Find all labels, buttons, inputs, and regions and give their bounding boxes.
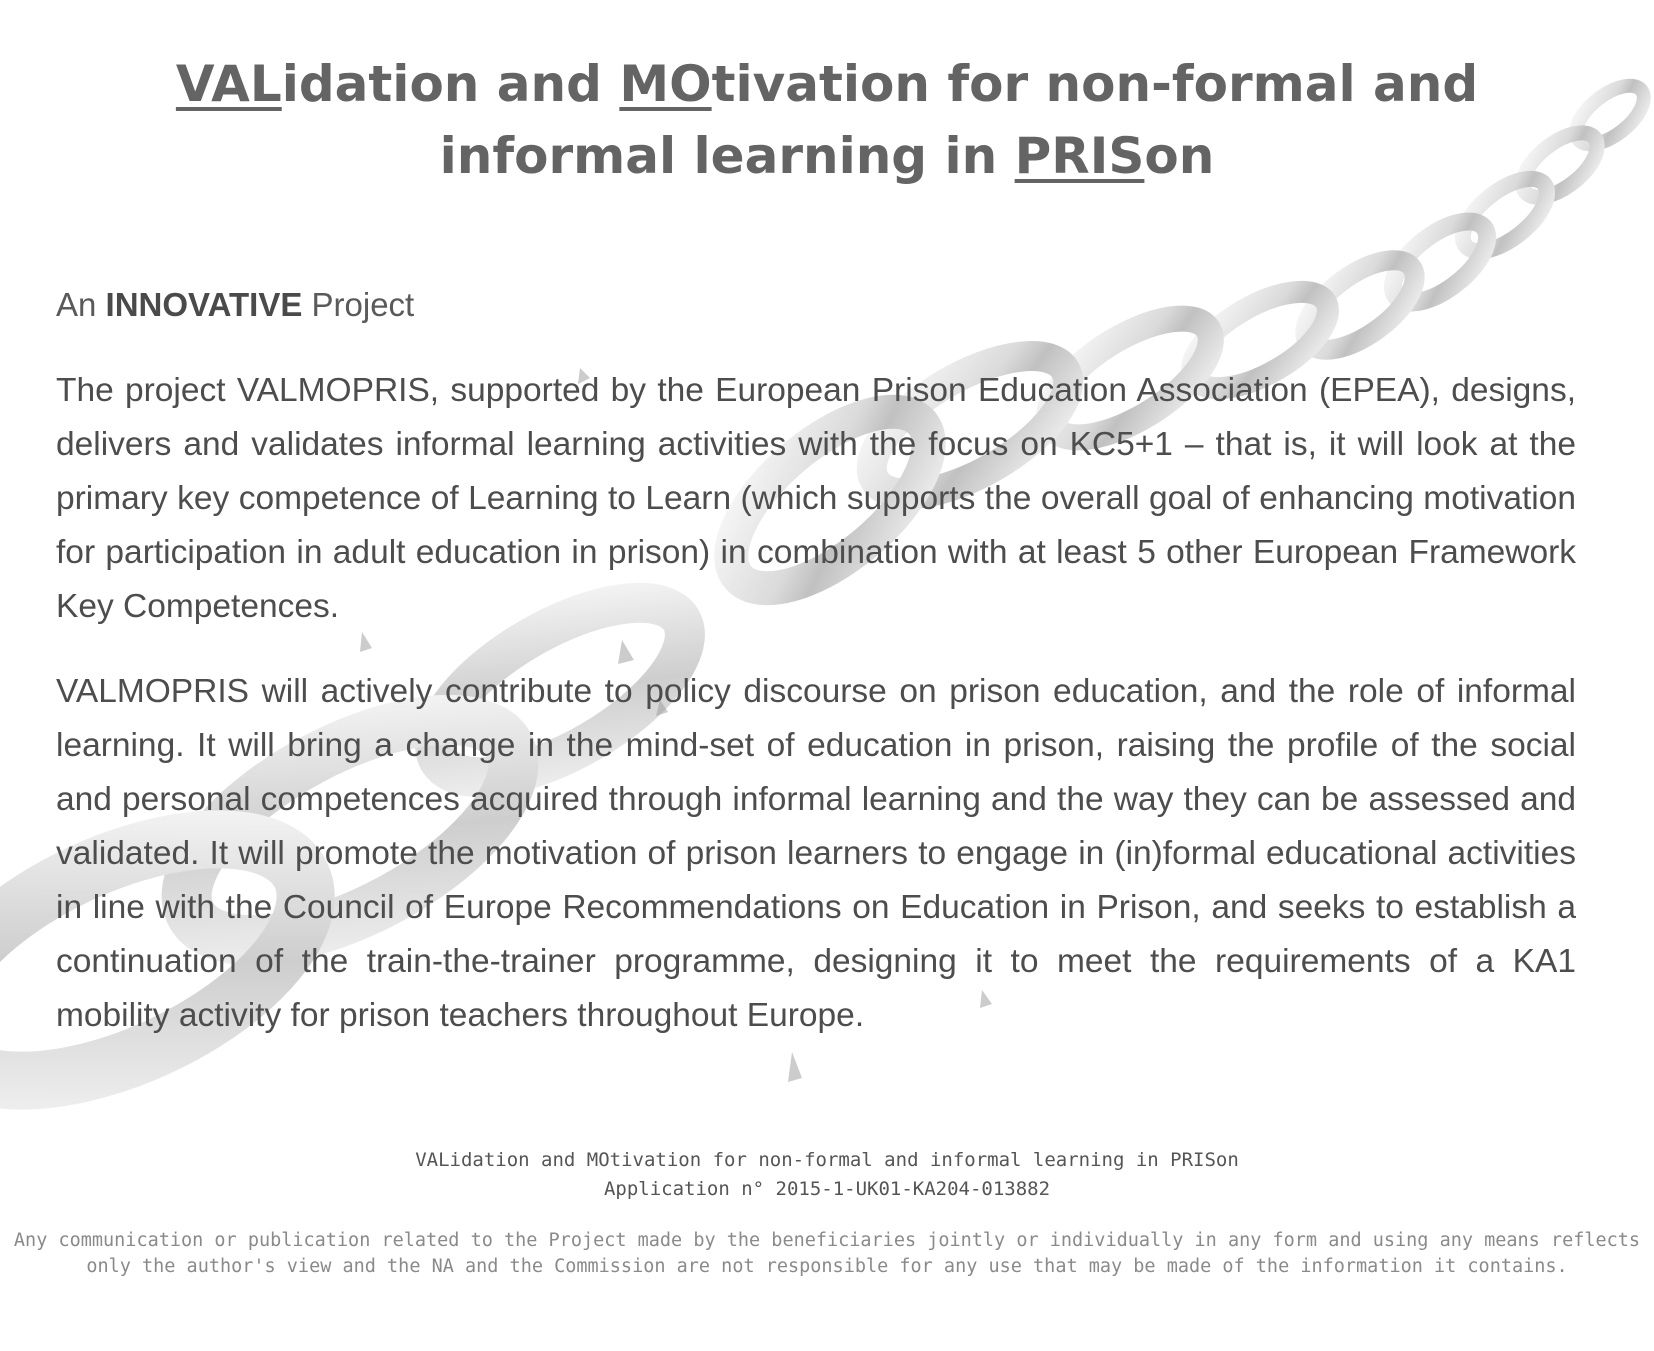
footer-project-name: VALidation and MOtivation for non-formal and informal learning in PRISon <box>415 1149 1239 1171</box>
subtitle-suffix: Project <box>311 286 415 323</box>
title-acronym-pris: PRIS <box>1014 127 1145 185</box>
body-paragraph: The project VALMOPRIS, supported by the European Prison Education Association (EPEA), designs, delivers and validates informal learning activities with the focus on KC5+1 – that is, it will look at the primary key competence of Learning to Learn (which supports the overall goal of enhancing motivation for participation in adult education in prison) in combination with at least 5 other European Framework Key Competences. <box>56 372 1576 625</box>
body-paragraph: VALMOPRIS will actively contribute to policy discourse on prison education, and the role of informal learning. It will bring a change in the mind-set of education in prison, raising the profile of the social and personal competences acquired through informal learning and the way they can be assessed and validated. It will promote the motivation of prison learners to engage in (in)formal educational activities in line with the Council of Europe Recommendations on Education in Prison, and seeks to establish a continuation of the train-the-trainer programme, designing it to meet the requirements of a KA1 mobility activity for prison teachers throughout Europe. <box>56 673 1576 1034</box>
subtitle-prefix: An <box>56 286 97 323</box>
page-title <box>60 48 1594 192</box>
title-segment: tivation for non-formal and informal learning in <box>439 55 1479 185</box>
title-segment: on <box>1144 127 1215 185</box>
section-subtitle <box>56 286 414 324</box>
subtitle-emphasis: INNOVATIVE <box>105 286 303 323</box>
title-segment: idation and <box>281 55 620 113</box>
title-acronym-mo: MO <box>619 55 712 113</box>
footer-application-number: Application n° 2015-1-UK01-KA204-013882 <box>603 1178 1051 1200</box>
footer-disclaimer: only the author's view and the NA and the Commission are not responsible for any use that may be made of the information it contains. <box>86 1256 1568 1277</box>
title-acronym-val: VAL <box>175 55 282 113</box>
footer-disclaimer: Any communication or publication related to the Project made by the beneficiaries jointly or individually in any form and using any means reflects <box>13 1230 1641 1251</box>
